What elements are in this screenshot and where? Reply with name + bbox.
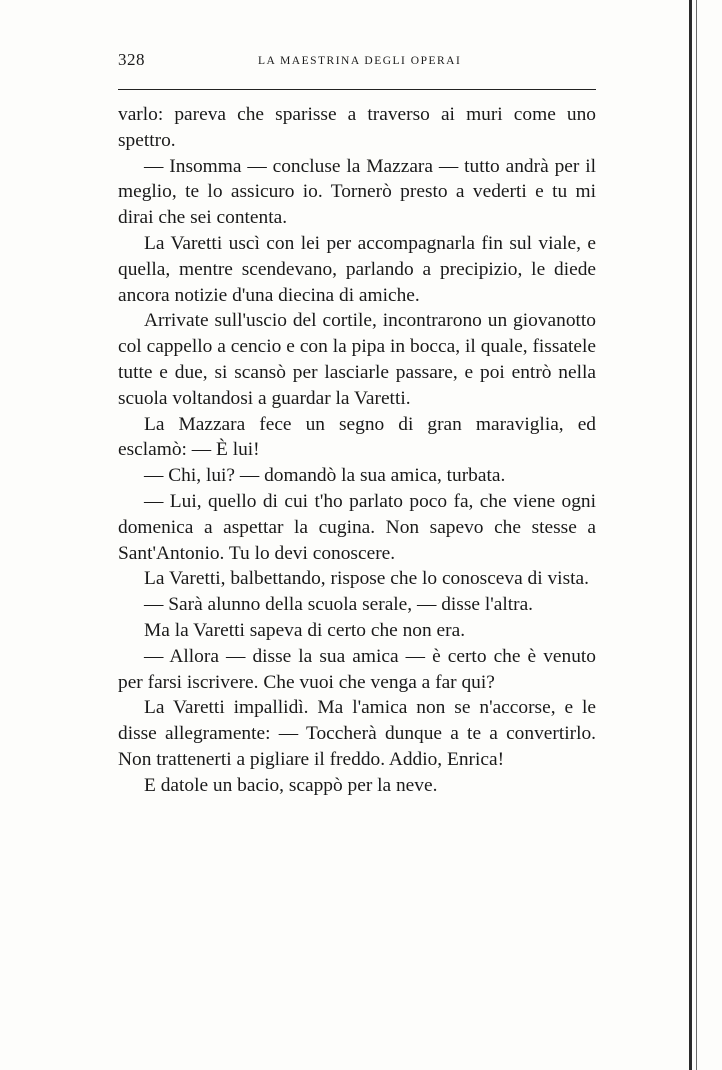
page-edge-line xyxy=(696,0,697,1070)
paragraph: — Chi, lui? — domandò la sua amica, turbata. xyxy=(144,465,506,487)
paragraph: Ma la Varetti sapeva di certo che non era. xyxy=(144,619,466,641)
paragraph: — Sarà alunno della scuola serale, — disse l'altra. xyxy=(144,594,534,616)
paragraph: La Varetti impallidì. Ma l'amica non se n'accorse, e le disse allegramente: — Toccherà dunque a te a convertirlo. Non trattenerti a pigliare il freddo. Addio, Enrica! xyxy=(118,697,596,770)
paragraph: La Varetti uscì con lei per accompagnarla fin sul viale, e quella, mentre scendevano, parlando a precipizio, le diede ancora notizie d'una diecina di amiche. xyxy=(118,232,596,306)
paragraph: varlo: pareva che sparisse a traverso ai muri come uno spettro. xyxy=(118,104,596,151)
running-title: LA MAESTRINA DEGLI OPERAI xyxy=(258,55,462,67)
paragraph: E datole un bacio, scappò per la neve. xyxy=(144,774,438,796)
header-rule xyxy=(118,89,596,90)
body-text xyxy=(118,102,596,799)
paragraph: Arrivate sull'uscio del cortile, incontrarono un giovanotto col cappello a cencio e con la pipa in bocca, il quale, fissatele tutte e due, si scansò per lasciarle passare, e poi entrò nella scuola voltandosi a guardar la Varetti. xyxy=(118,310,596,409)
paragraph: La Mazzara fece un segno di gran maraviglia, ed esclamò: — È lui! xyxy=(118,413,596,461)
page-edge-shadow xyxy=(689,0,692,1070)
page-number: 328 xyxy=(118,50,145,69)
page-header xyxy=(118,50,596,74)
paragraph: — Allora — disse la sua amica — è certo che è venuto per farsi iscrivere. Che vuoi che venga a far qui? xyxy=(118,645,596,693)
paragraph: — Lui, quello di cui t'ho parlato poco fa, che viene ogni domenica a aspettar la cugina. Non sapevo che stesse a Sant'Antonio. Tu lo devi conoscere. xyxy=(118,490,596,564)
paragraph: La Varetti, balbettando, rispose che lo conosceva di vista. xyxy=(144,568,589,590)
paragraph: — Insomma — concluse la Mazzara — tutto andrà per il meglio, te lo assicuro io. Tornerò presto a vederti e tu mi dirai che sei contenta. xyxy=(118,155,596,229)
